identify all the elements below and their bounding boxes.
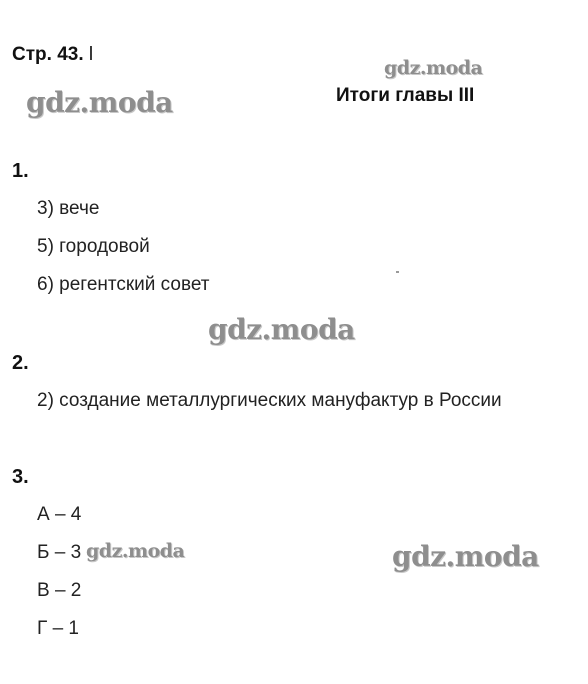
watermark: gdz.moda — [384, 57, 483, 79]
answer-item: Г – 1 — [37, 618, 79, 639]
watermark: gdz.moda — [86, 540, 185, 562]
chapter-title: Итоги главы III — [336, 85, 475, 106]
answer-item: В – 2 — [37, 580, 82, 601]
page-reference-mark: l — [88, 44, 94, 65]
scan-speck — [396, 271, 399, 273]
page-reference-text: Стр. 43. — [12, 44, 89, 65]
answer-item: 3) вече — [37, 198, 100, 219]
watermark: gdz.moda — [208, 313, 355, 346]
answer-item: А – 4 — [37, 504, 82, 525]
answer-item: Б – 3 — [37, 542, 82, 563]
answer-item: 5) городовой — [37, 236, 150, 257]
question-number: 1. — [12, 160, 29, 182]
question-number: 2. — [12, 352, 29, 374]
watermark: gdz.moda — [26, 86, 173, 119]
answer-item: 6) регентский совет — [37, 274, 210, 295]
answer-item: 2) создание металлургических мануфактур в России — [37, 390, 502, 411]
page-reference — [12, 44, 93, 66]
watermark: gdz.moda — [392, 540, 539, 573]
question-number: 3. — [12, 466, 29, 488]
